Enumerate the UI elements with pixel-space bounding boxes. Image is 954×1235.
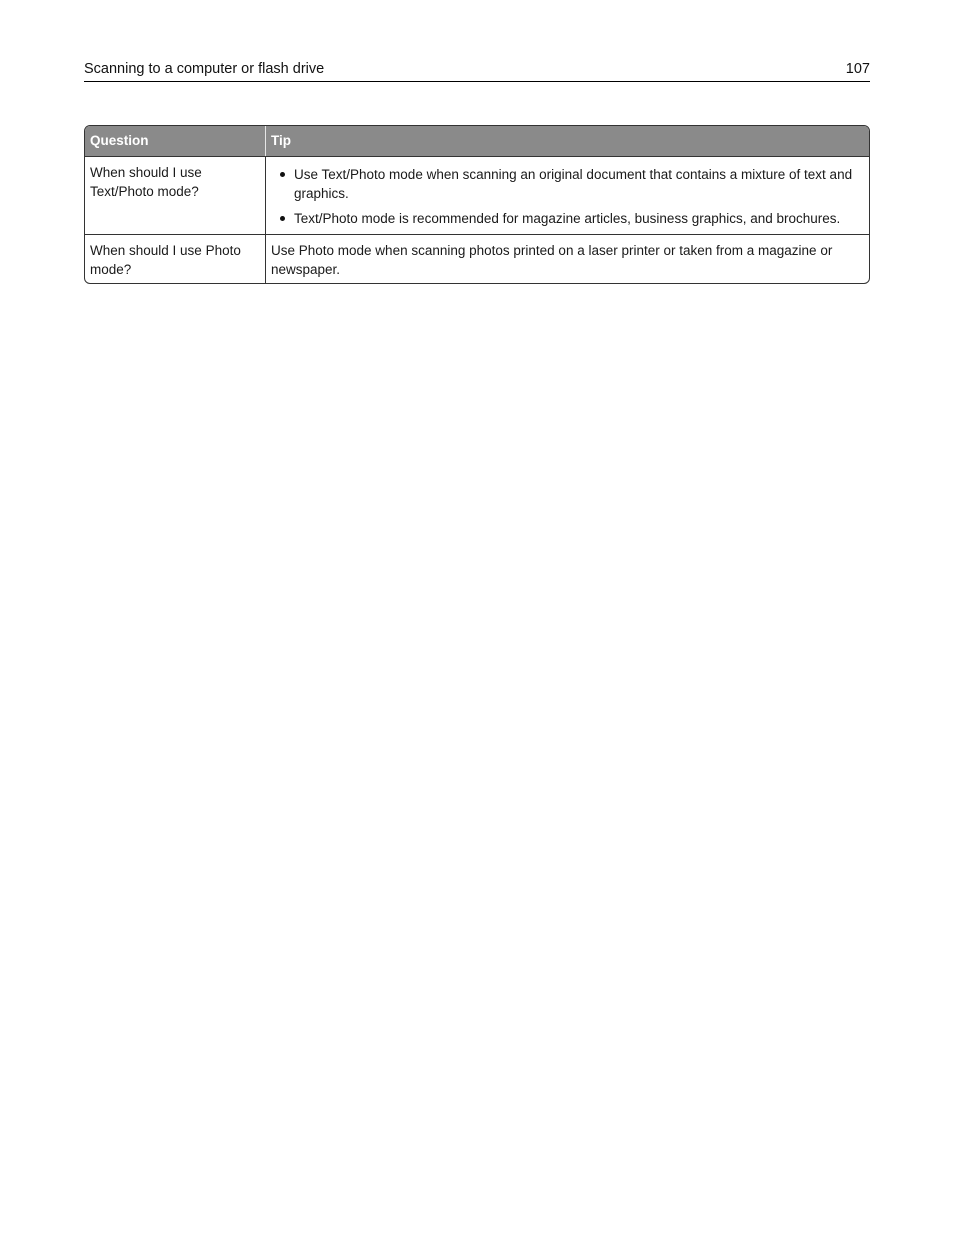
question-cell: When should I use Text/Photo mode? xyxy=(85,157,266,234)
tips-table xyxy=(84,125,870,284)
tip-text: Text/Photo mode is recommended for magazine articles, business graphics, and brochures. xyxy=(294,211,841,226)
question-cell: When should I use Photo mode? xyxy=(85,235,266,283)
page-number: 107 xyxy=(845,61,870,77)
tip-list xyxy=(271,163,865,228)
table-row xyxy=(85,234,869,283)
table-row xyxy=(85,156,869,234)
tip-cell: Use Photo mode when scanning photos printed on a laser printer or taken from a magazine or newspaper. xyxy=(271,243,833,277)
table-header-row xyxy=(85,126,869,156)
column-header-tip: Tip xyxy=(271,133,291,148)
tip-list-item xyxy=(271,209,865,228)
page-header xyxy=(84,58,870,82)
tip-list-item xyxy=(271,165,865,203)
tip-cell xyxy=(266,157,869,234)
bullet-icon xyxy=(280,172,285,177)
bullet-icon xyxy=(280,216,285,221)
tip-text: Use Text/Photo mode when scanning an original document that contains a mixture of text and graphics. xyxy=(294,167,853,201)
section-title: Scanning to a computer or flash drive xyxy=(84,61,325,77)
column-header-question: Question xyxy=(85,126,266,156)
